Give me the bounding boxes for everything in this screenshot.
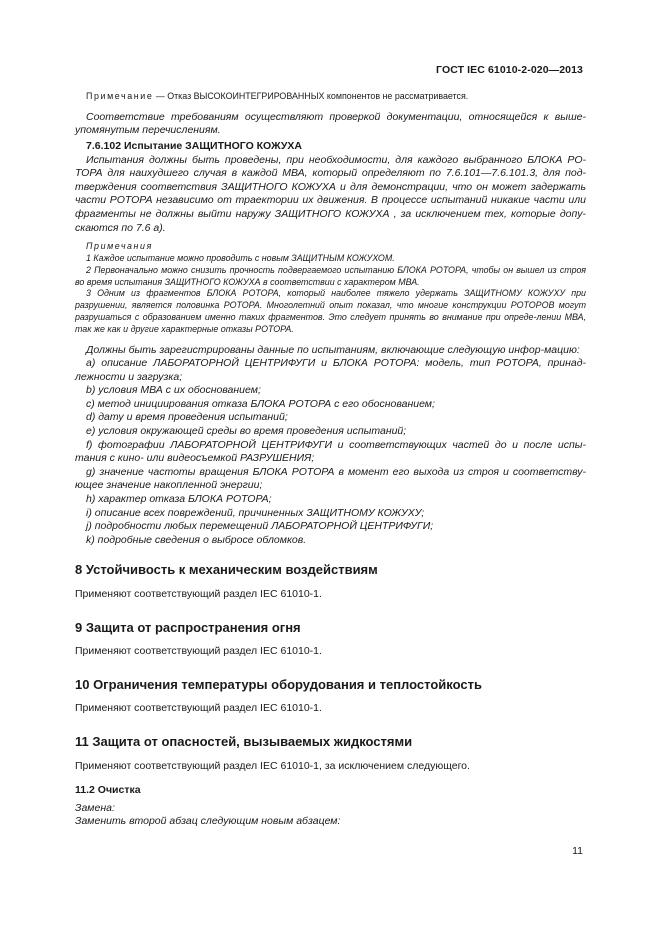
replacement-label: Замена: xyxy=(75,801,115,814)
note-dash: — xyxy=(153,91,168,101)
conformity-paragraph: Соответствие требованиям осуществляют проверкой документации, относящейся к выше-упомянутым перечислениям. xyxy=(75,110,586,137)
page-content xyxy=(75,91,586,829)
replacement-text: Заменить второй абзац следующим новым абзацем: xyxy=(75,815,341,828)
notes-label: Примечания xyxy=(86,241,153,252)
note-label: Примечание xyxy=(86,91,154,101)
document-header: ГОСТ IEC 61010-2-020—2013 xyxy=(436,64,583,76)
section-10-title: 10 Ограничения температуры оборудования и теплостойкость xyxy=(75,676,482,692)
section-8-title: 8 Устойчивость к механическим воздействиям xyxy=(75,562,378,578)
record-item-k: k) подробные сведения о выбросе обломков. xyxy=(86,533,307,546)
record-item-b: b) условия МВА с их обоснованием; xyxy=(86,384,261,397)
page-number: 11 xyxy=(572,845,583,857)
section-7-6-102-title: 7.6.102 Испытание ЗАЩИТНОГО КОЖУХА xyxy=(86,139,302,152)
record-item-i: i) описание всех повреждений, причиненных ЗАЩИТНОМУ КОЖУХУ; xyxy=(86,506,425,519)
section-11-text: Применяют соответствующий раздел IEC 61010-1, за исключением следующего. xyxy=(75,759,470,772)
section-9-text: Применяют соответствующий раздел IEC 61010-1. xyxy=(75,645,322,658)
section-10-text: Применяют соответствующий раздел IEC 61010-1. xyxy=(75,702,322,715)
section-9-title: 9 Защита от распространения огня xyxy=(75,619,301,635)
note-item-2: 2 Первоначально можно снизить прочность подвергаемого испытанию БЛОКА РОТОРА, чтобы он вышел из строя во время испытания ЗАЩИТНОГО КОЖУХА в соответствии с характером МВА. xyxy=(75,264,586,287)
note-text: Отказ ВЫСОКОИНТЕГРИРОВАННЫХ компонентов не рассматривается. xyxy=(167,91,469,101)
records-intro: Должны быть зарегистрированы данные по испытаниям, включающие следующую инфор-мацию: xyxy=(86,343,580,356)
section-11-title: 11 Защита от опасностей, вызываемых жидкостями xyxy=(75,733,413,749)
note-cancel-integrated xyxy=(75,91,586,103)
section-7-6-102-body: Испытания должны быть проведены, при необходимости, для каждого выбранного БЛОКА РО-ТОРА для наихудшего случая в каждой МВА, который определяют по 7.6.101—7.6.101.3, для под-тверждения соответствия ЗАЩИТНОГО КОЖУХА и для демонстрации, что он может задержать части РОТОРА независимо от траектории их движения. В процессе испытаний никакие части или фрагменты не должны выйти наружу ЗАЩИТНОГО КОЖУХА , за исключением тех, которые допу-скаются по 7.6 а). xyxy=(75,153,586,234)
record-item-a: a) описание ЛАБОРАТОРНОЙ ЦЕНТРИФУГИ и БЛОКА РОТОРА: модель, тип РОТОРА, принад-лежности и загрузка; xyxy=(75,357,586,383)
section-11-2-title: 11.2 Очистка xyxy=(75,784,141,797)
section-8-text: Применяют соответствующий раздел IEC 61010-1. xyxy=(75,588,322,601)
record-item-j: j) подробности любых перемещений ЛАБОРАТОРНОЙ ЦЕНТРИФУГИ; xyxy=(86,520,434,533)
record-item-h: h) характер отказа БЛОКА РОТОРА; xyxy=(86,493,272,506)
record-item-e: e) условия окружающей среды во время проведения испытаний; xyxy=(86,425,407,438)
record-item-d: d) дату и время проведения испытаний; xyxy=(86,411,288,424)
note-item-3: 3 Одним из фрагментов БЛОКА РОТОРА, который наиболее тяжело удержать ЗАЩИТНОМУ КОЖУХУ при разрушении, является половинка РОТОРА. Многолетний опыт показал, что многие конструкции РОТОРОВ могут разрушаться с образованием именно таких фрагментов. Это следует принять во внимание при опреде-лении МВА, так же как и другие характерные отказы РОТОРА. xyxy=(75,288,586,334)
record-item-c: c) метод инициирования отказа БЛОКА РОТОРА с его обоснованием; xyxy=(86,397,435,410)
record-item-g: g) значение частоты вращения БЛОКА РОТОРА в момент его выхода из строя и соответству-ющее значение накопленной энергии; xyxy=(75,465,586,492)
note-item-1: 1 Каждое испытание можно проводить с новым ЗАЩИТНЫМ КОЖУХОМ. xyxy=(86,252,395,263)
record-item-f: f) фотографии ЛАБОРАТОРНОЙ ЦЕНТРИФУГИ и соответствующих частей до и после испы-тания с кино- или видеосъемкой РАЗРУШЕНИЯ; xyxy=(75,438,586,465)
